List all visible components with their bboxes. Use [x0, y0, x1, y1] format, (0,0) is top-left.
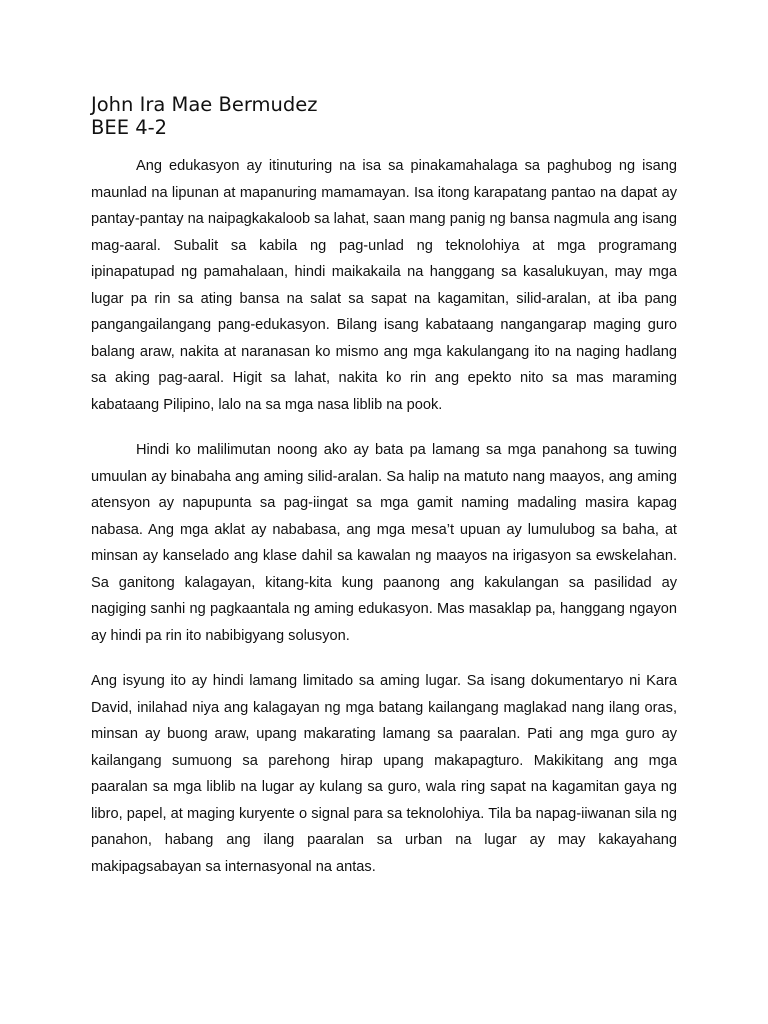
- paragraph-1: Ang edukasyon ay itinuturing na isa sa pinakamahalaga sa paghubog ng isang maunlad na lipunan at mapanuring mamamayan. Isa itong karapatang pantao na dapat ay pantay-pantay na naipagkakaloob sa lahat, saan mang panig ng bansa nagmula ang isang mag-aaral. Subalit sa kabila ng pag-unlad ng teknolohiya at mga programang ipinapatupad ng pamahalaan, hindi maikakaila na hanggang sa kasalukuyan, may mga lugar pa rin sa ating bansa na salat sa sapat na kagamitan, silid-aralan, at iba pang pangangailangang pang-edukasyon. Bilang isang kabataang nangangarap maging guro balang araw, nakita at naranasan ko mismo ang mga kakulangang ito na naging hadlang sa aking pag-aaral. Higit sa lahat, nakita ko rin ang epekto nito sa mas maraming kabataang Pilipino, lalo na sa mga nasa liblib na pook.: [91, 158, 677, 413]
- paragraph-3: Ang isyung ito ay hindi lamang limitado sa aming lugar. Sa isang dokumentaryo ni Kara David, inilahad niya ang kalagayan ng mga batang kailangang maglakad nang ilang oras, minsan ay buong araw, upang makarating lamang sa paaralan. Pati ang mga guro ay kailangang sumuong sa parehong hirap upang makapagturo. Makikitang ang mga paaralan sa mga liblib na lugar ay kulang sa guro, wala ring sapat na kagamitan gaya ng libro, papel, at maging kuryente o signal para sa teknolohiya. Tila ba napag-iiwanan sila ng panahon, habang ang ilang paaralan sa urban na lugar ay may kakayahang makipagsabayan sa internasyonal na antas.: [91, 673, 677, 875]
- author-name: John Ira Mae Bermudez: [91, 93, 318, 116]
- paragraph-2: Hindi ko malilimutan noong ako ay bata pa lamang sa mga panahong sa tuwing umuulan ay binabaha ang aming silid-aralan. Sa halip na matuto nang maayos, ang aming atensyon ay napupunta sa pag-iingat sa mga gamit naming madaling masira kapag nabasa. Ang mga aklat ay nababasa, ang mga mesa’t upuan ay lumulubog sa baha, at minsan ay kanselado ang klase dahil sa kawalan ng maayos na irigasyon sa ewskelahan. Sa ganitong kalagayan, kitang-kita kung paanong ang kakulangan sa pasilidad ay nagiging sanhi ng pagkaantala ng aming edukasyon. Mas masaklap pa, hanggang ngayon ay hindi pa rin ito nabibigyang solusyon.: [91, 442, 677, 644]
- class-section: BEE 4-2: [91, 116, 168, 139]
- essay-body: [91, 153, 677, 880]
- document-header: [91, 93, 677, 139]
- document-page: [91, 93, 677, 899]
